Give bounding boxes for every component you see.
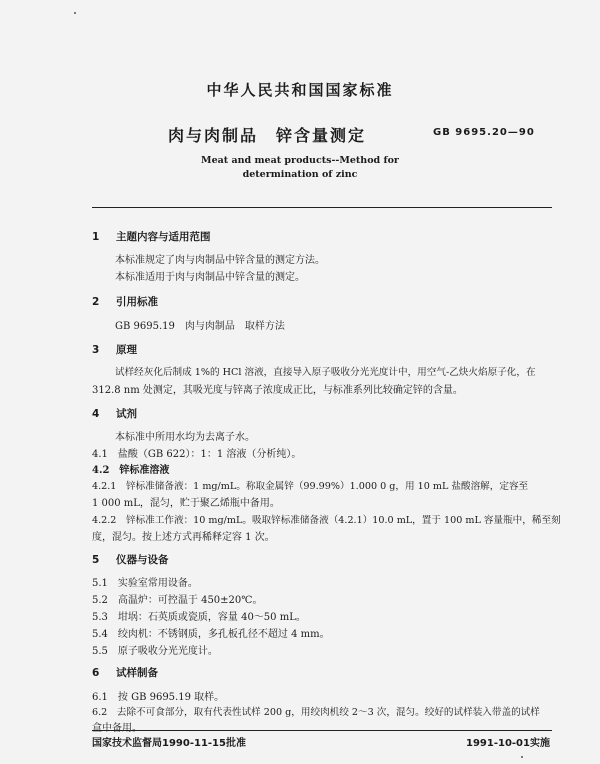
reagent-4-2: 4.2 锌标准溶液 bbox=[92, 465, 170, 476]
equipment-item: 5.4 绞肉机：不锈钢质，多孔板孔径不超过 4 mm。 bbox=[92, 629, 330, 640]
section-3-heading bbox=[92, 342, 137, 357]
approval-date: 国家技术监督局1990-11-15批准 bbox=[92, 738, 246, 749]
reagent-4-2-2-line-2: 度，混匀。按上述方式再稀释定容 1 次。 bbox=[92, 532, 275, 543]
sample-prep-6-2-line-2: 盒中备用。 bbox=[92, 723, 142, 734]
scan-speck bbox=[74, 12, 76, 14]
section-2-reference: GB 9695.19 肉与肉制品 取样方法 bbox=[115, 321, 285, 332]
document-title-chinese: 肉与肉制品 锌含量测定 bbox=[168, 126, 367, 145]
document-title-english-line-1: Meat and meat products--Method for bbox=[201, 155, 399, 166]
section-4-number: 4 bbox=[92, 408, 100, 420]
section-1-title: 主题内容与适用范围 bbox=[116, 231, 211, 243]
section-6-heading bbox=[92, 665, 158, 680]
section-5-title: 仪器与设备 bbox=[116, 554, 169, 566]
section-6-number: 6 bbox=[92, 667, 100, 679]
implementation-date: 1991-10-01实施 bbox=[466, 738, 550, 749]
document-title-english-line-2: determination of zinc bbox=[242, 169, 358, 180]
section-1-heading bbox=[92, 229, 211, 244]
scan-speck bbox=[521, 756, 523, 758]
section-4-intro: 本标准中所用水均为去离子水。 bbox=[115, 432, 255, 443]
section-6-title: 试样制备 bbox=[116, 667, 158, 679]
reagent-4-1: 4.1 盐酸（GB 622）：1：1 溶液（分析纯）。 bbox=[92, 449, 302, 460]
standard-code: GB 9695.20—90 bbox=[433, 127, 535, 138]
section-5-heading bbox=[92, 552, 169, 567]
equipment-item: 5.3 坩埚：石英质或瓷质，容量 40～50 mL。 bbox=[92, 612, 306, 623]
reagent-4-2-2-line-1: 4.2.2 锌标准工作液：10 mg/mL。吸取锌标准储备液（4.2.1）10.0 mL，置于 100 mL 容量瓶中，稀至刻 bbox=[92, 515, 561, 526]
section-4-heading bbox=[92, 406, 137, 421]
section-2-number: 2 bbox=[92, 296, 100, 308]
equipment-item: 5.5 原子吸收分光光度计。 bbox=[92, 646, 218, 657]
section-1-paragraph-1: 本标准规定了肉与肉制品中锌含量的测定方法。 bbox=[115, 255, 325, 266]
national-standard-header: 中华人民共和国国家标准 bbox=[206, 81, 394, 99]
section-5-number: 5 bbox=[92, 554, 100, 566]
equipment-item: 5.1 实验室常用设备。 bbox=[92, 578, 198, 589]
sample-prep-6-2-line-1: 6.2 去除不可食部分，取有代表性试样 200 g，用绞肉机绞 2～3 次，混匀。绞好的试样装入带盖的试样 bbox=[92, 707, 540, 718]
header-rule bbox=[92, 207, 552, 208]
section-1-paragraph-2: 本标准适用于肉与肉制品中锌含量的测定。 bbox=[115, 272, 305, 283]
section-3-title: 原理 bbox=[116, 344, 137, 356]
section-1-number: 1 bbox=[92, 231, 100, 243]
section-2-heading bbox=[92, 294, 158, 309]
footer-rule bbox=[92, 730, 552, 731]
reagent-4-2-1-line-1: 4.2.1 锌标准储备液：1 mg/mL。称取金属锌（99.99%）1.000 0 g，用 10 mL 盐酸溶解，定容至 bbox=[92, 481, 529, 492]
section-2-title: 引用标准 bbox=[116, 296, 158, 308]
section-3-line-2: 312.8 nm 处测定，其吸光度与锌离子浓度成正比，与标准系列比较确定锌的含量。 bbox=[92, 385, 463, 396]
section-3-number: 3 bbox=[92, 344, 100, 356]
sample-prep-6-1: 6.1 按 GB 9695.19 取样。 bbox=[92, 692, 225, 703]
section-4-title: 试剂 bbox=[116, 408, 137, 420]
equipment-item: 5.2 高温炉：可控温于 450±20℃。 bbox=[92, 595, 263, 606]
section-3-line-1: 试样经灰化后制成 1%的 HCl 溶液，直接导入原子吸收分光光度计中，用空气-乙炔火焰原子化，在 bbox=[115, 367, 536, 378]
reagent-4-2-1-line-2: 1 000 mL，混匀，贮于聚乙烯瓶中备用。 bbox=[92, 498, 280, 509]
